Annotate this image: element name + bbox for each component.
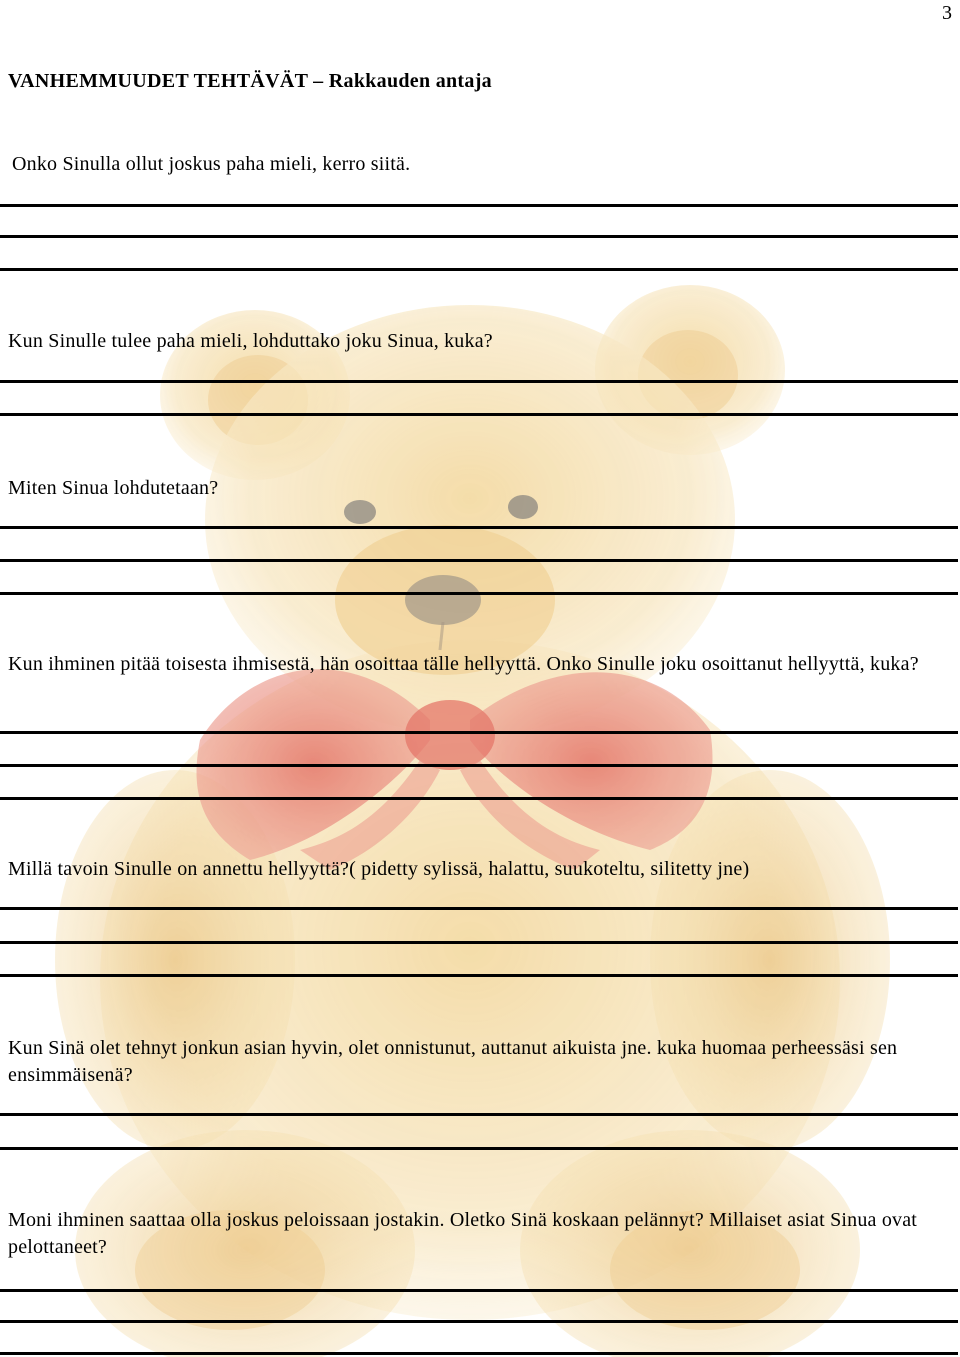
question-4: Kun ihminen pitää toisesta ihmisestä, hän osoittaa tälle hellyyttä. Onko Sinulle joku osoittanut hellyyttä, kuka?: [8, 653, 919, 675]
answer-line[interactable]: [0, 941, 958, 944]
page-number: 3: [942, 2, 952, 24]
question-3: Miten Sinua lohdutetaan?: [8, 477, 219, 499]
answer-line[interactable]: [0, 764, 958, 767]
answer-line[interactable]: [0, 204, 958, 207]
answer-line[interactable]: [0, 235, 958, 238]
answer-line[interactable]: [0, 1113, 958, 1116]
page-title: VANHEMMUUDET TEHTÄVÄT – Rakkauden antaja: [8, 70, 492, 92]
answer-line[interactable]: [0, 268, 958, 271]
answer-line[interactable]: [0, 413, 958, 416]
answer-line[interactable]: [0, 1147, 958, 1150]
question-7: Moni ihminen saattaa olla joskus peloissaan jostakin. Oletko Sinä koskaan pelännyt? Millaiset asiat Sinua ovat pelottaneet?: [8, 1209, 918, 1258]
question-6: Kun Sinä olet tehnyt jonkun asian hyvin, olet onnistunut, auttanut aikuista jne. kuka huomaa perheessäsi sen ensimmäisenä?: [8, 1037, 898, 1086]
answer-line[interactable]: [0, 592, 958, 595]
question-2: Kun Sinulle tulee paha mieli, lohduttako joku Sinua, kuka?: [8, 330, 493, 352]
answer-line[interactable]: [0, 797, 958, 800]
answer-line[interactable]: [0, 974, 958, 977]
answer-line[interactable]: [0, 559, 958, 562]
question-1: Onko Sinulla ollut joskus paha mieli, kerro siitä.: [12, 153, 411, 175]
answer-line[interactable]: [0, 907, 958, 910]
answer-line[interactable]: [0, 731, 958, 734]
answer-line[interactable]: [0, 1352, 958, 1355]
question-5: Millä tavoin Sinulle on annettu hellyyttä?( pidetty sylissä, halattu, suukoteltu, silitetty jne): [8, 858, 750, 880]
answer-line[interactable]: [0, 1289, 958, 1292]
answer-line[interactable]: [0, 380, 958, 383]
answer-line[interactable]: [0, 526, 958, 529]
answer-line[interactable]: [0, 1320, 958, 1323]
